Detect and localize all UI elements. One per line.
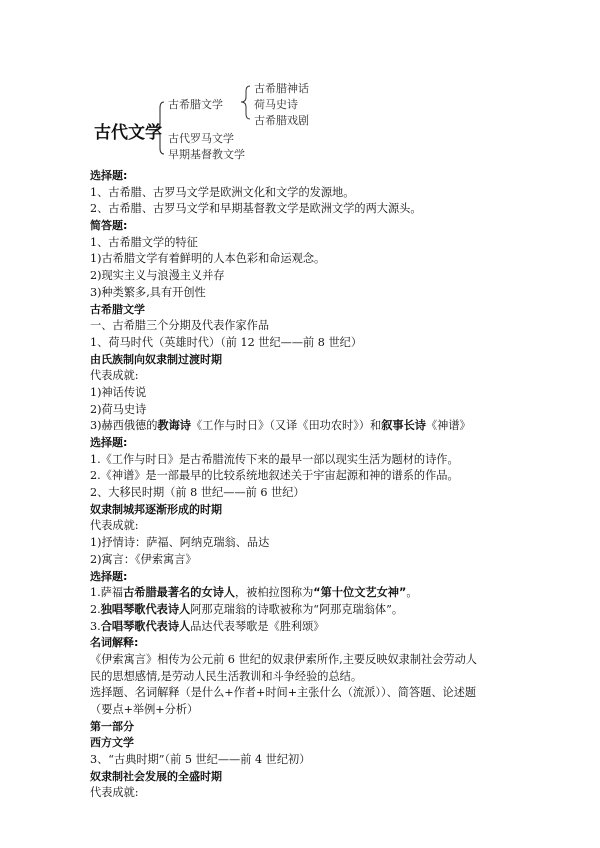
text-line: 1、古希腊文学的特征 <box>90 235 198 249</box>
text-line: 民的思想感情,是劳动人民生活教训和斗争经验的总结。 <box>90 669 363 683</box>
document-body <box>90 168 520 802</box>
section-heading: 奴隶制社会发展的全盛时期 <box>90 769 222 783</box>
text-line: 1)神话传说 <box>90 385 147 399</box>
text-line: 一、古希腊三个分期及代表作家作品 <box>90 319 270 333</box>
text-line: 1)古希腊文学有着鲜明的人本色彩和命运观念。 <box>90 252 326 266</box>
mind-map-root: 古代文学 <box>94 123 162 143</box>
text-line: 1)抒情诗：萨福、阿纳克瑞翁、品达 <box>90 536 270 550</box>
section-heading: 简答题: <box>90 219 128 233</box>
mind-map-node-roman: 古代罗马文学 <box>168 132 234 145</box>
mind-map-node-homer: 荷马史诗 <box>254 98 298 111</box>
text-line: 2.《神谱》是一部最早的比较系统地叙述关于宇宙起源和神的谱系的作品。 <box>90 469 459 483</box>
section-heading: 由氏族制向奴隶制过渡时期 <box>90 352 222 366</box>
section-heading: 选择题: <box>90 436 128 449</box>
text-line: 2)现实主义与浪漫主义并存 <box>90 269 225 283</box>
text-line: 代表成就: <box>90 369 139 383</box>
text-line: 2)寓言：《伊索寓言》 <box>90 552 197 566</box>
mind-map-node-christian: 早期基督教文学 <box>168 148 245 161</box>
section-heading: 选择题: <box>90 169 128 182</box>
mind-map-node-greek-drama: 古希腊戏剧 <box>254 114 309 127</box>
section-heading: 古希腊文学 <box>90 302 145 316</box>
mind-map-diagram <box>90 72 350 172</box>
text-line: 3.合唱琴歌代表诗人品达代表琴歌是《胜利颂》 <box>90 619 325 633</box>
mind-map-node-greek: 古希腊文学 <box>168 98 223 111</box>
text-line: 1、古希腊、古罗马文学是欧洲文化和文学的发源地。 <box>90 185 355 199</box>
text-line: 3)种类繁多,具有开创性 <box>90 285 206 299</box>
text-line: 选择题、名词解释（是什么+作者+时间+主张什么（流派））、简答题、论述题 <box>90 686 477 700</box>
section-heading: 西方文学 <box>90 736 134 750</box>
text-line: 3、“古典时期”（前 5 世纪——前 4 世纪初） <box>90 753 311 767</box>
text-line: 1、荷马时代（英雄时代）（前 12 世纪——前 8 世纪） <box>90 335 363 349</box>
text-line: 代表成就: <box>90 519 139 533</box>
text-line: 代表成就: <box>90 786 139 800</box>
text-line: 3)赫西俄德的教诲诗《工作与时日》（又译《田功农时》）和叙事长诗《神谱》 <box>90 419 471 433</box>
text-line: 2、大移民时期（前 8 世纪——前 6 世纪） <box>90 486 305 500</box>
text-line: 《伊索寓言》相传为公元前 6 世纪的奴隶伊索所作,主要反映奴隶制社会劳动人 <box>90 652 477 666</box>
text-line: 1.《工作与时日》是古希腊流传下来的最早一部以现实生活为题材的诗作。 <box>90 452 459 466</box>
text-line: 1.萨福古希腊最著名的女诗人，被柏拉图称为“第十位文艺女神”。 <box>90 586 418 600</box>
mind-map-node-greek-myth: 古希腊神话 <box>254 82 309 95</box>
section-heading: 选择题: <box>90 569 128 583</box>
section-heading: 第一部分 <box>90 719 134 733</box>
text-line: 2.独唱琴歌代表诗人阿那克瑞翁的诗歌被称为“阿那克瑞翁体”。 <box>90 602 404 616</box>
text-line: 2、古希腊、古罗马文学和早期基督教文学是欧洲文学的两大源头。 <box>90 202 422 216</box>
section-heading: 奴隶制城邦逐渐形成的时期 <box>90 502 222 516</box>
section-heading: 名词解释: <box>90 636 139 650</box>
text-line: 2)荷马史诗 <box>90 402 147 416</box>
text-line: （要点+举例+分析） <box>90 703 199 716</box>
